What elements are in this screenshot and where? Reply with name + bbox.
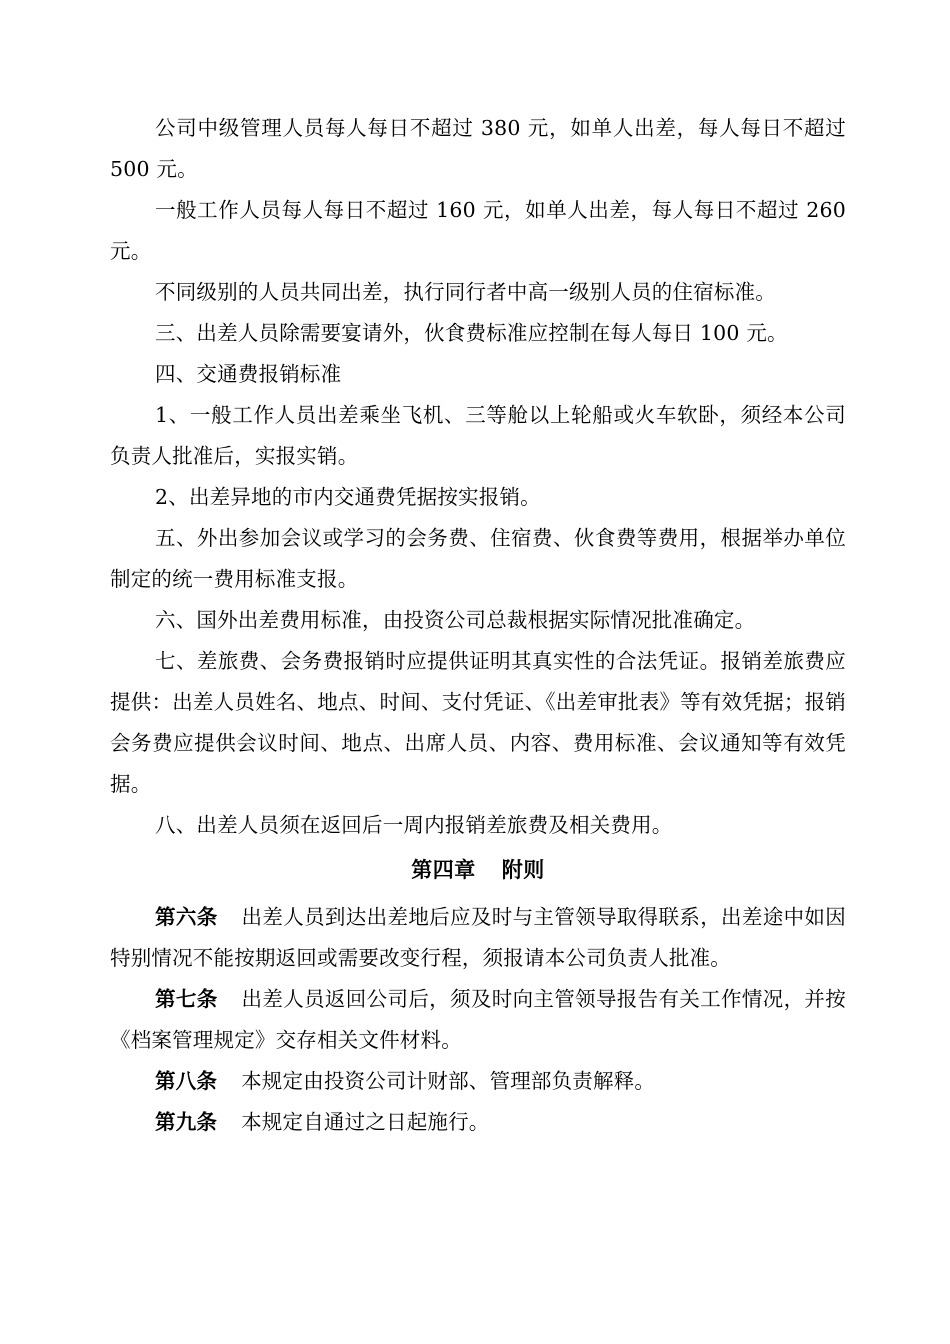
article-6 bbox=[110, 897, 846, 979]
article-9-text: 本规定自通过之日起施行。 bbox=[241, 1110, 490, 1134]
paragraph-transport-item-1: 1、一般工作人员出差乘坐飞机、三等舱以上轮船或火车软卧，须经本公司负责人批准后，实报实销。 bbox=[110, 403, 846, 468]
paragraph-mid-manager-standard: 公司中级管理人员每人每日不超过 380 元，如单人出差，每人每日不超过 500 元。 bbox=[110, 116, 846, 181]
article-9 bbox=[110, 1102, 846, 1143]
chapter-number: 第四章 bbox=[411, 858, 476, 882]
paragraph-conference-fees: 五、外出参加会议或学习的会务费、住宿费、伙食费等费用，根据举办单位制定的统一费用标准支报。 bbox=[110, 526, 846, 591]
document-page bbox=[110, 108, 846, 1143]
paragraph-mixed-level-standard: 不同级别的人员共同出差，执行同行者中高一级别人员的住宿标准。 bbox=[155, 280, 776, 304]
paragraph-reimbursement-deadline: 八、出差人员须在返回后一周内报销差旅费及相关费用。 bbox=[155, 813, 673, 837]
article-8-label: 第八条 bbox=[155, 1069, 218, 1093]
chapter-title: 附则 bbox=[501, 858, 545, 882]
paragraph-transport-item-2: 2、出差异地的市内交通费凭据按实报销。 bbox=[155, 485, 541, 509]
article-6-text: 出差人员到达出差地后应及时与主管领导取得联系，出差途中如因特别情况不能按期返回或需要改变行程，须报请本公司负责人批准。 bbox=[110, 905, 846, 970]
article-7 bbox=[110, 979, 846, 1061]
paragraph-general-staff-standard: 一般工作人员每人每日不超过 160 元，如单人出差，每人每日不超过 260 元。 bbox=[110, 198, 846, 263]
article-9-label: 第九条 bbox=[155, 1110, 218, 1134]
article-8-text: 本规定由投资公司计财部、管理部负责解释。 bbox=[241, 1069, 656, 1093]
chapter-heading bbox=[110, 850, 846, 891]
paragraph-overseas-travel: 六、国外出差费用标准，由投资公司总裁根据实际情况批准确定。 bbox=[155, 608, 756, 632]
article-7-label: 第七条 bbox=[155, 987, 218, 1011]
article-7-text: 出差人员返回公司后，须及时向主管领导报告有关工作情况，并按《档案管理规定》交存相关文件材料。 bbox=[110, 987, 846, 1052]
article-8 bbox=[110, 1061, 846, 1102]
paragraph-transport-heading: 四、交通费报销标准 bbox=[155, 362, 342, 386]
paragraph-meal-standard: 三、出差人员除需要宴请外，伙食费标准应控制在每人每日 100 元。 bbox=[155, 321, 788, 345]
paragraph-reimbursement-evidence: 七、差旅费、会务费报销时应提供证明其真实性的合法凭证。报销差旅费应提供：出差人员姓名、地点、时间、支付凭证、《出差审批表》等有效凭据；报销会务费应提供会议时间、地点、出席人员、内容、费用标准、会议通知等有效凭据。 bbox=[110, 649, 846, 796]
article-6-label: 第六条 bbox=[155, 905, 218, 929]
